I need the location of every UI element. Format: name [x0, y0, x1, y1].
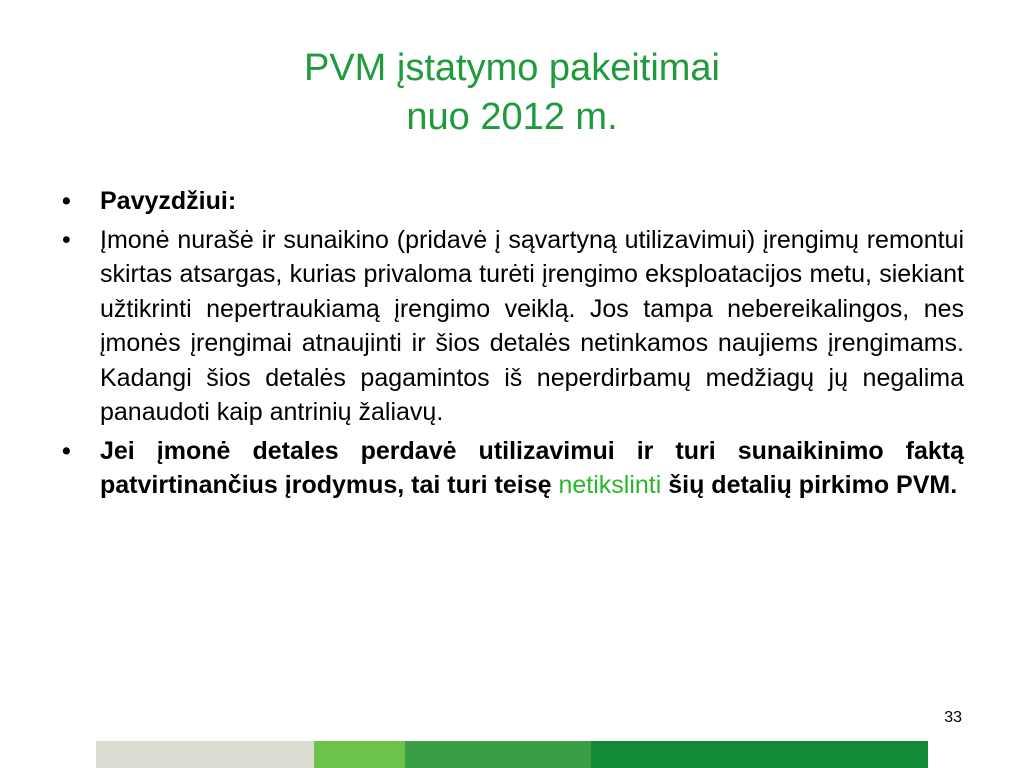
page-number: 33 — [944, 709, 962, 726]
footer-bar-segment — [591, 741, 928, 768]
bullet-marker: • — [62, 225, 71, 254]
bullet-text: Įmonė nurašė ir sunaikino (pridavė į sąvartyną utilizavimui) įrengimų remontui skirtas atsargas, kurias privaloma turėti įrengimo eksploatacijos metu, siekiant užtikrinti nepertraukiamą įrengimo veiklą. Jos tampa nebereikalingos, nes įmonės įrengimai atnaujinti ir šios detalės netinkamos naujiems įrengimams. Kadangi šios detalės pagamintos iš neperdirbamų medžiagų jų negalima panaudoti kaip antrinių žaliavų. — [100, 225, 964, 426]
bullet-text-after: šių detalių pirkimo PVM. — [661, 471, 958, 499]
bullet-item-conclusion — [62, 434, 964, 503]
bullet-item-example-heading — [62, 184, 964, 219]
bullet-text: Pavyzdžiui: — [100, 187, 237, 215]
bullet-item-description — [62, 223, 964, 430]
bullet-marker: • — [62, 187, 71, 215]
footer-bar-segment — [314, 741, 405, 768]
bullet-marker: • — [62, 436, 71, 465]
slide-title — [0, 44, 1024, 142]
slide-title-line-2: nuo 2012 m. — [406, 96, 618, 138]
highlighted-term: netikslinti — [558, 471, 662, 499]
slide-title-line-1: PVM įstatymo pakeitimai — [303, 47, 720, 89]
footer-bar-segment — [96, 741, 314, 768]
footer-bar-segment — [405, 741, 591, 768]
bullet-text-before: Jei įmonė detales perdavė utilizavimui ir turi sunaikinimo faktą patvirtinančius įrodymus, tai turi teisę — [100, 436, 964, 499]
footer-color-bar — [96, 741, 928, 768]
bullet-list — [62, 184, 964, 507]
